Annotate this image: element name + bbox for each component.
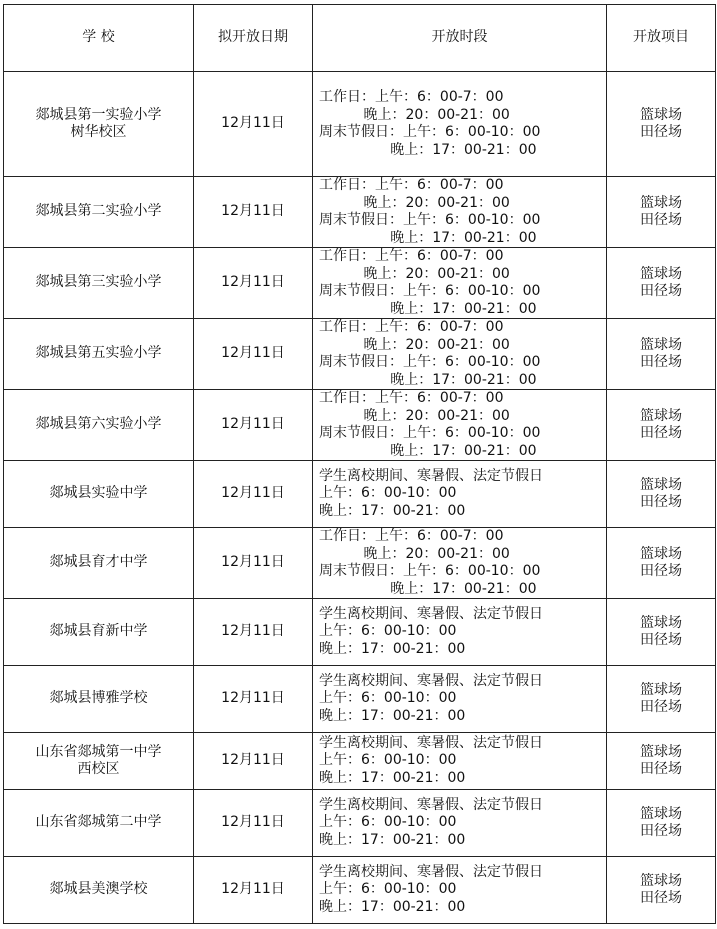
time-line: 工作日：上午：6：00-7：00 — [319, 528, 504, 544]
time-line: 学生离校期间、寒暑假、法定节假日 — [319, 796, 543, 813]
school-name-line: 山东省郯城第二中学 — [35, 814, 162, 831]
time-cell — [313, 390, 607, 461]
school-cell — [4, 733, 194, 790]
facility-item: 田径场 — [640, 761, 682, 777]
time-line: 周末节假日：上午：6：00-10：00 — [319, 212, 541, 228]
table-row — [4, 733, 716, 790]
time-line: 周末节假日：上午：6：00-10：00 — [319, 124, 541, 140]
time-cell — [313, 319, 607, 390]
items-cell — [607, 790, 716, 857]
school-cell — [4, 461, 194, 528]
items-cell — [607, 461, 716, 528]
time-line: 学生离校期间、寒暑假、法定节假日 — [319, 863, 543, 880]
school-cell — [4, 319, 194, 390]
school-cell — [4, 528, 194, 599]
facility-item: 篮球场 — [640, 805, 682, 822]
facility-item: 田径场 — [640, 494, 682, 510]
time-line: 晚上：20：00-21：00 — [319, 407, 510, 424]
school-cell — [4, 248, 194, 319]
school-name-line: 西校区 — [77, 761, 120, 777]
time-cell — [313, 666, 607, 733]
items-cell — [607, 599, 716, 666]
header-items: 开放项目 — [607, 5, 716, 72]
time-line: 晚上：17：00-21：00 — [319, 502, 466, 519]
date-cell: 12月11日 — [194, 461, 313, 528]
school-name-line: 郯城县育新中学 — [49, 623, 148, 640]
time-line: 学生离校期间、寒暑假、法定节假日 — [319, 672, 543, 689]
time-line: 晚上：20：00-21：00 — [319, 336, 510, 353]
date-cell: 12月11日 — [194, 857, 313, 924]
items-cell — [607, 319, 716, 390]
time-cell — [313, 790, 607, 857]
time-line: 晚上：20：00-21：00 — [319, 545, 510, 562]
facility-item: 篮球场 — [640, 872, 682, 889]
facility-item: 篮球场 — [640, 194, 682, 211]
facility-item: 田径场 — [640, 354, 682, 370]
time-line: 晚上：17：00-21：00 — [319, 141, 537, 158]
time-cell — [313, 461, 607, 528]
school-name-line: 树华校区 — [70, 124, 127, 140]
date-cell: 12月11日 — [194, 390, 313, 461]
time-line: 工作日：上午：6：00-7：00 — [319, 248, 504, 264]
header-row — [4, 5, 716, 72]
school-name-line: 郯城县实验中学 — [49, 485, 148, 502]
time-line: 工作日：上午：6：00-7：00 — [319, 89, 504, 105]
time-line: 工作日：上午：6：00-7：00 — [319, 177, 504, 193]
school-name-line: 郯城县第五实验小学 — [35, 345, 162, 362]
facility-item: 篮球场 — [640, 336, 682, 353]
date-cell: 12月11日 — [194, 790, 313, 857]
time-line: 晚上：17：00-21：00 — [319, 898, 466, 915]
time-line: 上午：6：00-10：00 — [319, 881, 457, 898]
date-cell: 12月11日 — [194, 72, 313, 177]
facility-item: 田径场 — [640, 823, 682, 839]
date-cell: 12月11日 — [194, 733, 313, 790]
school-cell — [4, 72, 194, 177]
time-cell — [313, 72, 607, 177]
school-cell — [4, 390, 194, 461]
time-line: 晚上：17：00-21：00 — [319, 229, 537, 246]
time-line: 周末节假日：上午：6：00-10：00 — [319, 563, 541, 579]
time-line: 晚上：20：00-21：00 — [319, 106, 510, 123]
header-school: 学 校 — [4, 5, 194, 72]
date-cell: 12月11日 — [194, 248, 313, 319]
time-cell — [313, 177, 607, 248]
table-row — [4, 390, 716, 461]
time-line: 工作日：上午：6：00-7：00 — [319, 390, 504, 406]
table-row — [4, 666, 716, 733]
date-cell: 12月11日 — [194, 177, 313, 248]
time-line: 晚上：17：00-21：00 — [319, 769, 466, 786]
time-line: 晚上：17：00-21：00 — [319, 371, 537, 388]
facility-item: 田径场 — [640, 283, 682, 299]
facility-item: 篮球场 — [640, 545, 682, 562]
facility-item: 田径场 — [640, 425, 682, 441]
time-line: 晚上：20：00-21：00 — [319, 194, 510, 211]
date-cell: 12月11日 — [194, 599, 313, 666]
school-name-line: 郯城县美澳学校 — [49, 881, 148, 898]
time-line: 晚上：17：00-21：00 — [319, 300, 537, 317]
table-row — [4, 72, 716, 177]
table-body — [4, 72, 716, 924]
school-cell — [4, 177, 194, 248]
facility-item: 田径场 — [640, 890, 682, 906]
school-name-line: 郯城县育才中学 — [49, 554, 148, 571]
schedule-table — [3, 4, 716, 924]
time-cell — [313, 733, 607, 790]
table-row — [4, 528, 716, 599]
table-row — [4, 790, 716, 857]
header-date: 拟开放日期 — [194, 5, 313, 72]
time-line: 学生离校期间、寒暑假、法定节假日 — [319, 734, 543, 751]
items-cell — [607, 857, 716, 924]
items-cell — [607, 177, 716, 248]
time-line: 周末节假日：上午：6：00-10：00 — [319, 425, 541, 441]
time-line: 晚上：17：00-21：00 — [319, 640, 466, 657]
time-line: 晚上：17：00-21：00 — [319, 442, 537, 459]
facility-item: 田径场 — [640, 699, 682, 715]
header-time: 开放时段 — [313, 5, 607, 72]
time-line: 周末节假日：上午：6：00-10：00 — [319, 283, 541, 299]
time-line: 学生离校期间、寒暑假、法定节假日 — [319, 605, 543, 622]
school-cell — [4, 599, 194, 666]
facility-item: 篮球场 — [640, 407, 682, 424]
school-cell — [4, 790, 194, 857]
school-name-line: 郯城县第三实验小学 — [35, 274, 162, 291]
time-line: 晚上：17：00-21：00 — [319, 580, 537, 597]
facility-item: 篮球场 — [640, 265, 682, 282]
items-cell — [607, 666, 716, 733]
table-row — [4, 319, 716, 390]
time-line: 晚上：17：00-21：00 — [319, 831, 466, 848]
school-name-line: 山东省郯城第一中学 — [35, 743, 162, 760]
facility-item: 篮球场 — [640, 476, 682, 493]
school-cell — [4, 666, 194, 733]
time-line: 上午：6：00-10：00 — [319, 623, 457, 640]
date-cell: 12月11日 — [194, 528, 313, 599]
items-cell — [607, 528, 716, 599]
time-line: 晚上：17：00-21：00 — [319, 707, 466, 724]
time-cell — [313, 528, 607, 599]
time-line: 晚上：20：00-21：00 — [319, 265, 510, 282]
time-line: 工作日：上午：6：00-7：00 — [319, 319, 504, 335]
time-line: 学生离校期间、寒暑假、法定节假日 — [319, 467, 543, 484]
facility-item: 田径场 — [640, 212, 682, 228]
time-line: 上午：6：00-10：00 — [319, 814, 457, 831]
facility-item: 田径场 — [640, 124, 682, 140]
facility-item: 篮球场 — [640, 681, 682, 698]
date-cell: 12月11日 — [194, 666, 313, 733]
time-cell — [313, 599, 607, 666]
time-cell — [313, 248, 607, 319]
table-row — [4, 248, 716, 319]
school-name-line: 郯城县博雅学校 — [49, 690, 148, 707]
items-cell — [607, 390, 716, 461]
items-cell — [607, 248, 716, 319]
facility-item: 篮球场 — [640, 614, 682, 631]
time-line: 上午：6：00-10：00 — [319, 485, 457, 502]
table-row — [4, 461, 716, 528]
time-cell — [313, 857, 607, 924]
time-line: 上午：6：00-10：00 — [319, 752, 457, 769]
items-cell — [607, 733, 716, 790]
time-line: 上午：6：00-10：00 — [319, 690, 457, 707]
school-name-line: 郯城县第一实验小学 — [35, 106, 162, 123]
date-cell: 12月11日 — [194, 319, 313, 390]
facility-item: 田径场 — [640, 563, 682, 579]
items-cell — [607, 72, 716, 177]
table-row — [4, 599, 716, 666]
facility-item: 田径场 — [640, 632, 682, 648]
school-cell — [4, 857, 194, 924]
table-row — [4, 177, 716, 248]
school-name-line: 郯城县第六实验小学 — [35, 416, 162, 433]
school-name-line: 郯城县第二实验小学 — [35, 203, 162, 220]
facility-item: 篮球场 — [640, 106, 682, 123]
facility-item: 篮球场 — [640, 743, 682, 760]
time-line: 周末节假日：上午：6：00-10：00 — [319, 354, 541, 370]
table-row — [4, 857, 716, 924]
